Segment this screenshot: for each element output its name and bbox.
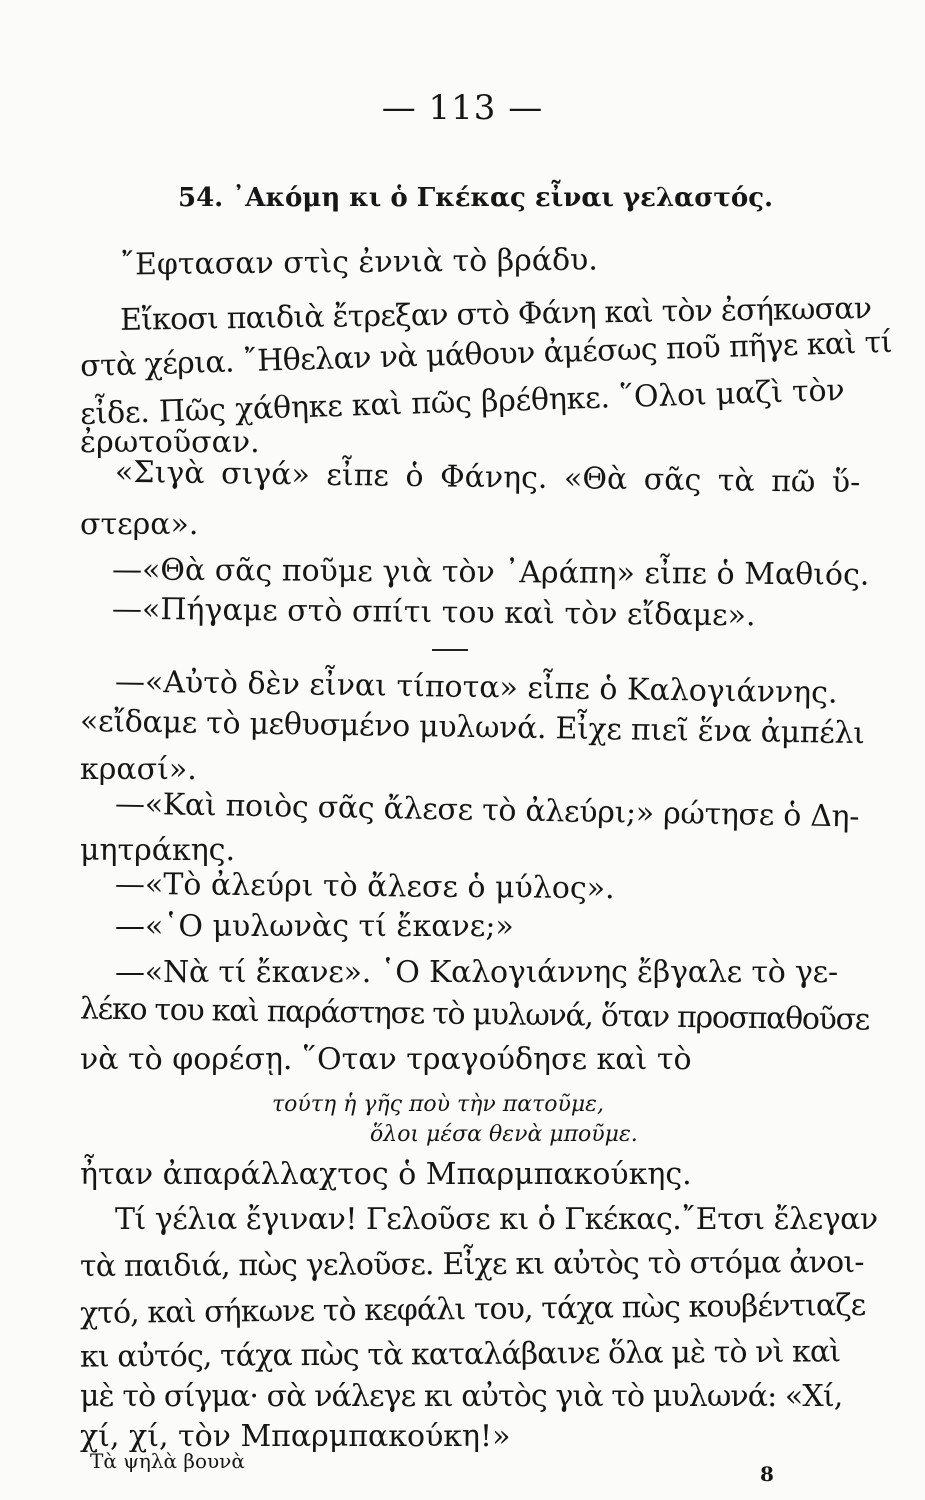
- text-line: κρασί».: [80, 752, 197, 787]
- text-line: «εἴδαμε τὸ μεθυσμένο μυλωνά. Εἶχε πιεῖ ἕνα ἀμπέλι: [79, 703, 865, 752]
- text-line: —«Πήγαμε στὸ σπίτι του καὶ τὸν εἴδαμε».: [111, 591, 756, 634]
- text-line: —«Αὐτὸ δὲν εἶναι τίποτα» εἶπε ὁ Καλογιάννης.: [114, 664, 838, 711]
- page-number: — 113 —: [381, 88, 544, 128]
- text-line: εἶδε. Πῶς χάθηκε καὶ πῶς βρέθηκε. ῞Ολοι μαζὶ τὸν: [79, 373, 845, 432]
- text-line: Εἴκοσι παιδιὰ ἔτρεξαν στὸ Φάνη καὶ τὸν ἐσήκωσαν: [119, 291, 872, 338]
- chapter-title: 54. ᾿Ακόμη κι ὁ Γκέκας εἶναι γελαστός.: [178, 183, 774, 213]
- text-line: λέκο του καὶ παράστησε τὸ μυλωνά, ὅταν προσπαθοῦσε: [79, 991, 870, 1038]
- text-line: τὰ παιδιά, πὼς γελοῦσε. Εἶχε κι αὐτὸς τὸ στόμα ἀνοι-: [79, 1244, 864, 1285]
- text-line: —«Νὰ τί ἔκανε». ῾Ο Καλογιάννης ἔβγαλε τὸ γε-: [115, 955, 838, 990]
- footer-book-title: Τὰ ψηλὰ βουνὰ: [90, 1449, 245, 1473]
- text-line: —«Θὰ σᾶς ποῦμε γιὰ τὸν ᾿Αράπη» εἶπε ὁ Μαθιός.: [111, 552, 870, 593]
- verse-line: ὅλοι μέσα θενὰ μποῦμε.: [370, 1122, 638, 1147]
- text-line: —«Τὸ ἀλεύρι τὸ ἄλεσε ὁ μύλος».: [114, 866, 615, 907]
- text-line: —«Καὶ ποιὸς σᾶς ἄλεσε τὸ ἀλεύρι;» ρώτησε ὁ Δη-: [114, 786, 860, 835]
- footer-signature-mark: 8: [760, 1462, 774, 1486]
- text-line: στερα».: [80, 507, 199, 542]
- text-line: «Σιγὰ σιγά» εἶπε ὁ Φάνης. «Θὰ σᾶς τὰ πῶ ὕ-: [114, 454, 861, 501]
- text-line: ἦταν ἀπαράλλαχτος ὁ Μπαρμπακούκης.: [80, 1157, 692, 1192]
- text-line: νὰ τὸ φορέσῃ. ῞Οταν τραγούδησε καὶ τὸ: [80, 1042, 692, 1077]
- text-line: ῎Εφτασαν στὶς ἐννιὰ τὸ βράδυ.: [119, 242, 599, 283]
- text-line: χτό, καὶ σήκωνε τὸ κεφάλι του, τάχα πὼς κουβέντιαζε: [79, 1287, 866, 1332]
- text-line: Τί γέλια ἔγιναν! Γελοῦσε κι ὁ Γκέκας.῎Ετσι ἔλεγαν: [115, 1202, 878, 1237]
- section-divider: [432, 649, 468, 651]
- text-line: —«῾Ο μυλωνὰς τί ἔκανε;»: [115, 909, 514, 944]
- text-line: ἐρωτοῦσαν.: [80, 425, 260, 460]
- text-line: μὲ τὸ σίγμα· σὰ νάλεγε κι αὐτὸς γιὰ τὸ μυλωνά: «Χί,: [80, 1379, 843, 1414]
- text-line: μητράκης.: [80, 833, 236, 868]
- text-line: στὰ χέρια. ῎Ηθελαν νὰ μάθουν ἀμέσως ποῦ πῆγε καὶ τί: [79, 324, 893, 385]
- text-line: κι αὐτός, τάχα πὼς τὰ καταλάβαινε ὅλα μὲ τὸ νὶ καὶ: [79, 1334, 841, 1375]
- text-line: χί, χί, τὸν Μπαρμπακούκη!»: [80, 1419, 511, 1454]
- verse-line: τούτη ἡ γῆς ποὺ τὴν πατοῦμε,: [272, 1092, 604, 1117]
